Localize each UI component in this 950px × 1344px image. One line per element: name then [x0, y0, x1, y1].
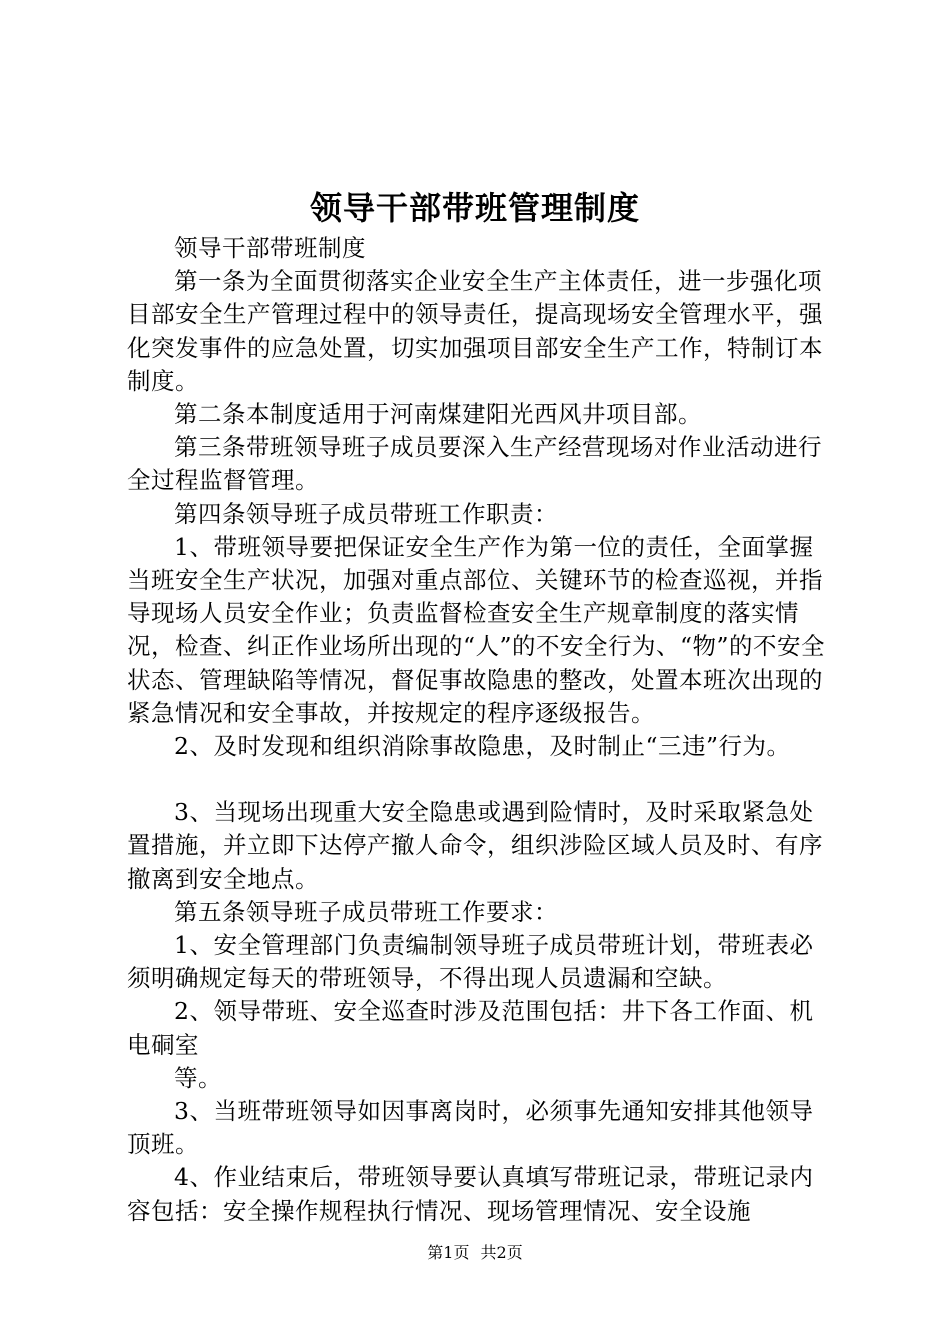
paragraph-requirement-2: 2、领导带班、安全巡查时涉及范围包括：井下各工作面、机电硐室 — [127, 997, 814, 1059]
paragraph-article-2: 第二条本制度适用于河南煤建阳光西风井项目部。 — [174, 400, 702, 429]
paragraph-requirement-1: 1、安全管理部门负责编制领导班子成员带班计划，带班表必须明确规定每天的带班领导，不得出现人员遗漏和空缺。 — [127, 931, 814, 993]
paragraph-article-3: 第三条带班领导班子成员要深入生产经营现场对作业活动进行全过程监督管理。 — [127, 433, 822, 495]
paragraph-requirement-3: 3、当班带班领导如因事离岗时，必须事先通知安排其他领导顶班。 — [127, 1097, 814, 1159]
paragraph-requirement-2-cont: 等。 — [174, 1063, 222, 1092]
paragraph-duty-1: 1、带班领导要把保证安全生产作为第一位的责任，全面掌握当班安全生产状况，加强对重点部位、关键环节的检查巡视，并指导现场人员安全作业；负责监督检查安全生产规章制度的落实情况，检查、纠正作业场所出现的“人”的不安全行为、“物”的不安全状态、管理缺陷等情况，督促事故隐患的整改，处置本班次出现的紧急情况和安全事故，并按规定的程序逐级报告。 — [127, 532, 826, 727]
document-title: 领导干部带班管理制度 — [309, 189, 640, 227]
paragraph-subtitle: 领导干部带班制度 — [174, 234, 366, 262]
page-total: 共2页 — [480, 1243, 523, 1262]
paragraph-duty-2: 2、及时发现和组织消除事故隐患，及时制止“三违”行为。 — [174, 732, 791, 761]
page-footer — [0, 1242, 950, 1264]
paragraph-duty-3: 3、当现场出现重大安全隐患或遇到险情时，及时采取紧急处置措施，并立即下达停产撤人命令，组织涉险区域人员及时、有序撤离到安全地点。 — [127, 798, 823, 893]
page-number: 第1页 — [427, 1243, 470, 1262]
paragraph-article-5: 第五条领导班子成员带班工作要求： — [174, 897, 558, 926]
paragraph-article-1: 第一条为全面贯彻落实企业安全生产主体责任，进一步强化项目部安全生产管理过程中的领导责任，提高现场安全管理水平，强化突发事件的应急处置，切实加强项目部安全生产工作，特制订本制度。 — [127, 267, 823, 395]
paragraph-requirement-4: 4、作业结束后，带班领导要认真填写带班记录，带班记录内容包括：安全操作规程执行情况、现场管理情况、安全设施 — [127, 1163, 814, 1225]
paragraph-article-4: 第四条领导班子成员带班工作职责： — [174, 499, 558, 528]
document-body — [127, 232, 835, 1228]
